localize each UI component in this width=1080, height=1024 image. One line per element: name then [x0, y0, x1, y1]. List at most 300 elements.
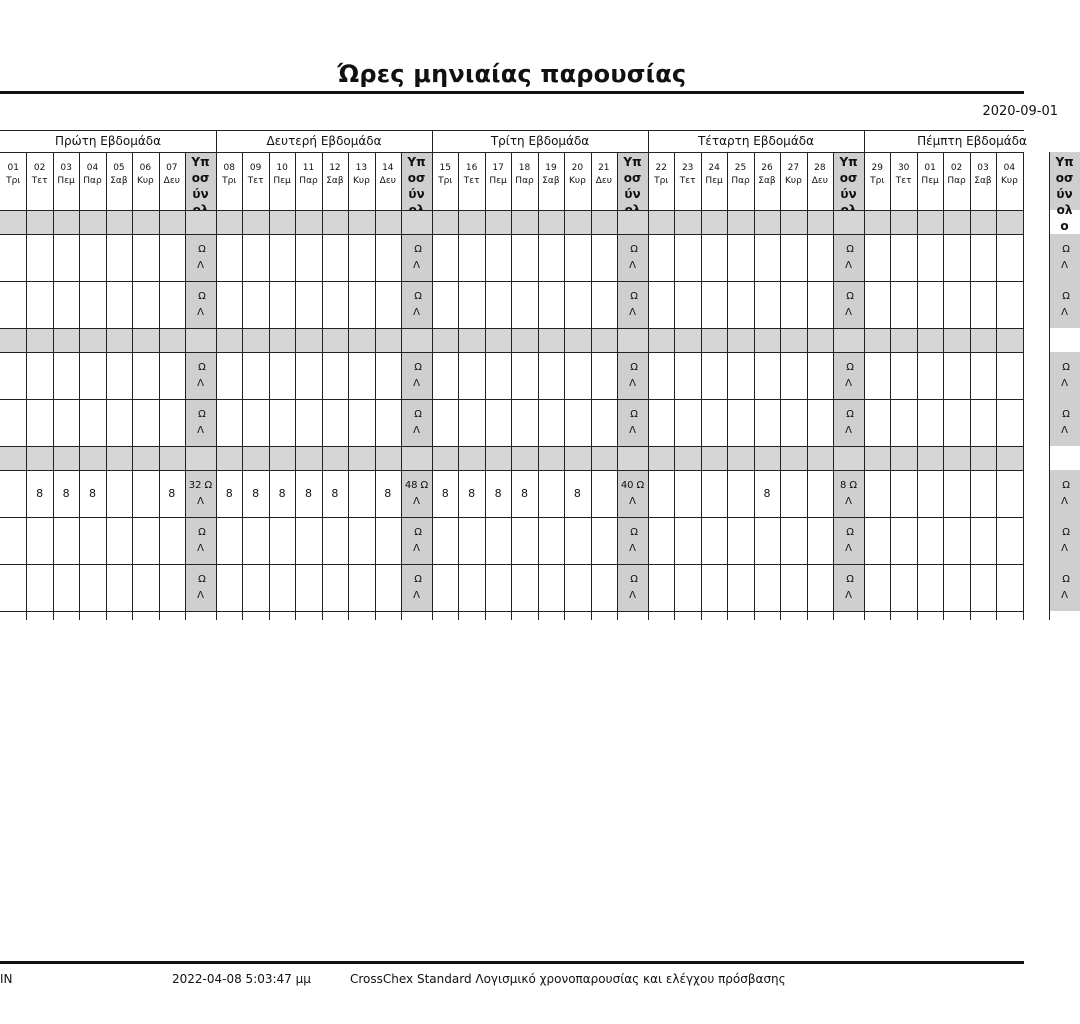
report-date: 2020-09-01	[982, 104, 1058, 119]
hours-cell	[348, 234, 374, 281]
hours-cell	[564, 399, 590, 446]
grid-line	[79, 152, 80, 620]
day-number: 22	[655, 163, 667, 173]
hours-cell	[132, 352, 158, 399]
day-name: Παρ	[299, 176, 318, 186]
week-total-unit2: Λ	[413, 259, 420, 271]
week-total-unit2: Λ	[413, 306, 420, 318]
grid-line	[106, 152, 107, 620]
subtotal-header	[185, 152, 216, 210]
hours-cell: 8	[168, 487, 176, 500]
grid-line	[591, 152, 592, 620]
hours-cell	[159, 234, 185, 281]
hours-cell	[996, 234, 1022, 281]
week-total-unit: Ω	[204, 479, 213, 491]
hours-cell	[53, 517, 79, 564]
hours-cell	[807, 234, 833, 281]
day-number: 01	[924, 163, 936, 173]
hours-cell	[106, 399, 132, 446]
hours-cell	[322, 281, 348, 328]
hours-cell	[79, 352, 105, 399]
week-total	[401, 470, 432, 517]
hours-cell	[511, 234, 537, 281]
hours-cell	[348, 281, 374, 328]
hours-cell	[79, 234, 105, 281]
hours-cell	[890, 352, 916, 399]
hours-cell	[996, 399, 1022, 446]
hours-cell	[564, 352, 590, 399]
week-total-unit2: Λ	[197, 589, 204, 601]
day-number: 17	[492, 163, 504, 173]
hours-cell	[106, 564, 132, 611]
hours-cell	[1023, 352, 1049, 399]
hours-cell	[132, 281, 158, 328]
hours-cell	[701, 281, 727, 328]
hours-cell	[159, 352, 185, 399]
hours-cell	[864, 352, 890, 399]
hours-cell	[701, 470, 727, 517]
hours-cell	[1023, 281, 1049, 328]
day-number: 20	[571, 163, 584, 173]
week-total	[401, 399, 432, 446]
week-total	[617, 564, 648, 611]
subtotal-header	[617, 152, 648, 210]
day-header	[1023, 152, 1049, 210]
week-total-unit: Ω	[849, 479, 858, 491]
day-header	[106, 152, 132, 210]
hours-cell	[242, 234, 268, 281]
week-total-unit2: Λ	[629, 542, 636, 554]
hours-cell	[485, 399, 511, 446]
grid-line	[26, 152, 27, 620]
grid-line	[564, 152, 565, 620]
hours-cell: 8	[62, 487, 70, 500]
week-header: Δευτερή Εβδομάδα	[266, 134, 382, 148]
hours-cell	[458, 234, 484, 281]
day-header	[538, 152, 564, 210]
footer-rule	[0, 961, 1024, 964]
week-total-unit2: Λ	[1061, 259, 1068, 271]
hours-cell: 8	[278, 487, 286, 500]
hours-cell	[106, 517, 132, 564]
week-total-unit2: Λ	[845, 542, 852, 554]
subtotal-header-text: Υποσύν	[839, 155, 858, 201]
day-number: 29	[871, 163, 883, 173]
grid-line	[833, 152, 834, 620]
hours-cell	[780, 281, 806, 328]
hours-cell	[996, 281, 1022, 328]
grid-line	[701, 152, 702, 620]
week-header: Τρίτη Εβδομάδα	[490, 134, 590, 148]
hours-cell	[375, 352, 401, 399]
hours-cell	[780, 352, 806, 399]
day-header	[375, 152, 401, 210]
hours-cell	[79, 517, 105, 564]
hours-cell	[890, 517, 916, 564]
hours-cell	[807, 352, 833, 399]
day-name: Σαβ	[326, 176, 344, 186]
subtotal-header-text: Υποσύν	[407, 155, 426, 201]
day-name: Πεμ	[273, 176, 291, 186]
grid-line	[617, 152, 618, 620]
hours-cell	[970, 352, 996, 399]
day-header	[511, 152, 537, 210]
hours-cell	[132, 399, 158, 446]
grid-line	[917, 152, 918, 620]
week-total-unit: Ω	[846, 408, 854, 420]
hours-cell	[996, 517, 1022, 564]
grid-line	[401, 152, 402, 620]
grid-line	[538, 152, 539, 620]
hours-cell	[648, 352, 674, 399]
hours-cell	[754, 234, 780, 281]
day-header	[780, 152, 806, 210]
week-total-unit2: Λ	[1061, 589, 1068, 601]
header-rule	[0, 91, 1024, 94]
hours-cell	[26, 352, 52, 399]
hours-cell	[807, 470, 833, 517]
hours-cell	[269, 517, 295, 564]
day-number: 07	[166, 163, 178, 173]
week-total-unit2: Λ	[413, 495, 420, 507]
grid-line	[185, 152, 186, 620]
day-header	[432, 152, 458, 210]
footer-software: CrossChex Standard Λογισμικό χρονοπαρουσίας και ελέγχου πρόσβασης	[350, 972, 786, 986]
day-header	[943, 152, 969, 210]
week-total-value: 40	[620, 479, 634, 491]
day-name: Πεμ	[57, 176, 75, 186]
hours-cell	[754, 564, 780, 611]
hours-cell	[269, 399, 295, 446]
day-header	[564, 152, 590, 210]
week-total	[833, 281, 864, 328]
hours-cell	[295, 234, 321, 281]
grid-line	[754, 152, 755, 620]
hours-cell	[754, 352, 780, 399]
hours-cell	[432, 517, 458, 564]
grid-line	[727, 152, 728, 620]
hours-cell	[0, 399, 26, 446]
day-name: Τρι	[654, 176, 669, 186]
hours-cell	[375, 281, 401, 328]
week-total-unit2: Λ	[845, 377, 852, 389]
hours-cell	[0, 234, 26, 281]
grid-line	[674, 152, 675, 620]
day-number: 06	[139, 163, 152, 173]
week-total-unit: Ω	[414, 361, 422, 373]
grid-line	[485, 152, 486, 620]
day-number: 11	[302, 163, 315, 173]
hours-cell	[864, 517, 890, 564]
grid-line	[970, 152, 971, 620]
week-total-unit2: Λ	[845, 589, 852, 601]
week-total-unit2: Λ	[413, 424, 420, 436]
hours-cell	[216, 564, 242, 611]
hours-cell	[485, 281, 511, 328]
week-total	[185, 470, 216, 517]
day-header	[970, 152, 996, 210]
hours-cell	[269, 281, 295, 328]
hours-cell: 8	[225, 487, 233, 500]
day-name: Σαβ	[758, 176, 776, 186]
week-total-unit: Ω	[846, 361, 854, 373]
hours-cell	[295, 399, 321, 446]
hours-cell	[242, 352, 268, 399]
hours-cell	[754, 517, 780, 564]
hours-cell	[216, 234, 242, 281]
week-total-unit2: Λ	[1061, 377, 1068, 389]
hours-cell	[674, 234, 700, 281]
grid-line	[864, 130, 865, 620]
hours-cell	[591, 234, 617, 281]
week-total-unit2: Λ	[629, 589, 636, 601]
day-number: 18	[518, 163, 531, 173]
week-total	[1049, 281, 1080, 328]
subtotal-header-text: Υποσύν	[623, 155, 642, 201]
week-total	[617, 281, 648, 328]
hours-cell	[106, 281, 132, 328]
subtotal-header	[401, 152, 432, 210]
day-header	[26, 152, 52, 210]
week-total-unit: Ω	[420, 479, 429, 491]
day-header	[242, 152, 268, 210]
day-name: Δευ	[379, 176, 396, 186]
hours-cell	[538, 470, 564, 517]
hours-cell	[79, 281, 105, 328]
week-total-unit2: Λ	[845, 259, 852, 271]
day-header	[807, 152, 833, 210]
hours-cell	[807, 281, 833, 328]
day-name: Σαβ	[974, 176, 992, 186]
hours-cell	[511, 352, 537, 399]
hours-cell: 8	[763, 487, 771, 500]
day-number: 15	[439, 163, 451, 173]
week-total	[833, 517, 864, 564]
day-name: Κυρ	[1000, 176, 1018, 186]
week-total-unit2: Λ	[1061, 306, 1068, 318]
hours-cell	[996, 470, 1022, 517]
hours-cell	[322, 564, 348, 611]
hours-cell	[26, 517, 52, 564]
grid-line	[807, 152, 808, 620]
day-name: Παρ	[515, 176, 534, 186]
day-header	[132, 152, 158, 210]
hours-cell	[216, 517, 242, 564]
day-name: Κυρ	[568, 176, 586, 186]
day-number: 01	[7, 163, 19, 173]
hours-cell	[79, 564, 105, 611]
hours-cell	[591, 281, 617, 328]
day-number: 13	[355, 163, 368, 173]
day-header	[269, 152, 295, 210]
day-name: Παρ	[83, 176, 102, 186]
hours-cell	[970, 470, 996, 517]
hours-cell	[106, 352, 132, 399]
footer-user: IN	[0, 972, 13, 986]
hours-cell	[564, 517, 590, 564]
hours-cell	[917, 564, 943, 611]
hours-cell	[780, 564, 806, 611]
day-number: 25	[734, 163, 747, 173]
hours-cell	[322, 399, 348, 446]
hours-cell	[485, 564, 511, 611]
week-total	[833, 234, 864, 281]
hours-cell	[648, 470, 674, 517]
hours-cell	[538, 399, 564, 446]
day-number: 12	[329, 163, 341, 173]
day-number: 10	[276, 163, 288, 173]
week-total-unit: Ω	[198, 290, 206, 302]
day-name: Δευ	[163, 176, 180, 186]
hours-cell	[348, 517, 374, 564]
hours-cell	[348, 564, 374, 611]
hours-cell	[890, 234, 916, 281]
week-total-unit2: Λ	[197, 306, 204, 318]
week-total-unit: Ω	[1062, 526, 1070, 538]
day-name: Τετ	[895, 176, 912, 186]
hours-cell	[701, 399, 727, 446]
week-total-unit: Ω	[630, 243, 638, 255]
week-total	[401, 517, 432, 564]
day-header	[0, 152, 26, 210]
hours-cell	[970, 517, 996, 564]
hours-cell	[807, 399, 833, 446]
grid-line	[216, 130, 217, 620]
hours-cell	[727, 517, 753, 564]
day-number: 04	[86, 163, 99, 173]
hours-cell: 8	[494, 487, 502, 500]
day-number: 08	[223, 163, 235, 173]
hours-cell	[458, 564, 484, 611]
week-total	[833, 470, 864, 517]
hours-cell	[53, 564, 79, 611]
week-total	[617, 352, 648, 399]
hours-cell	[943, 352, 969, 399]
hours-cell	[674, 352, 700, 399]
hours-cell	[807, 517, 833, 564]
hours-cell	[648, 399, 674, 446]
week-total-unit2: Λ	[845, 424, 852, 436]
hours-cell	[674, 281, 700, 328]
hours-cell	[432, 352, 458, 399]
hours-cell	[159, 564, 185, 611]
week-total	[401, 234, 432, 281]
hours-cell	[458, 281, 484, 328]
hours-cell	[242, 564, 268, 611]
week-total	[1049, 564, 1080, 611]
hours-cell	[538, 234, 564, 281]
week-total-unit: Ω	[198, 573, 206, 585]
day-header	[458, 152, 484, 210]
day-header	[648, 152, 674, 210]
day-number: 02	[950, 163, 963, 173]
hours-cell	[295, 517, 321, 564]
hours-cell: 8	[384, 487, 392, 500]
day-header	[159, 152, 185, 210]
hours-cell	[1023, 470, 1049, 517]
day-name: Παρ	[947, 176, 966, 186]
week-total	[1049, 470, 1080, 517]
week-total-unit2: Λ	[197, 495, 204, 507]
subtotal-header-text: Υποσύνολο	[1055, 155, 1074, 233]
hours-cell	[0, 517, 26, 564]
week-total-unit2: Λ	[629, 424, 636, 436]
hours-cell	[727, 234, 753, 281]
week-total	[617, 470, 648, 517]
week-total-unit: Ω	[846, 243, 854, 255]
hours-cell	[943, 517, 969, 564]
hours-cell	[159, 517, 185, 564]
day-number: 03	[977, 163, 989, 173]
day-name: Κυρ	[784, 176, 802, 186]
hours-cell	[53, 352, 79, 399]
hours-cell	[917, 517, 943, 564]
hours-cell	[780, 517, 806, 564]
week-total-unit: Ω	[198, 408, 206, 420]
week-header: Πέμπτη Εβδομάδα	[917, 134, 1027, 148]
grid-line	[1049, 152, 1050, 620]
day-name: Πεμ	[921, 176, 939, 186]
hours-cell	[1023, 517, 1049, 564]
grid-line	[996, 152, 997, 620]
hours-cell	[674, 564, 700, 611]
day-name: Τετ	[463, 176, 480, 186]
hours-cell	[864, 399, 890, 446]
day-name: Δευ	[595, 176, 612, 186]
grid-line	[458, 152, 459, 620]
day-name: Πεμ	[705, 176, 723, 186]
day-number: 28	[814, 163, 826, 173]
hours-cell	[53, 399, 79, 446]
hours-cell	[591, 564, 617, 611]
hours-cell	[348, 470, 374, 517]
hours-cell	[943, 470, 969, 517]
hours-cell	[648, 281, 674, 328]
day-number: 05	[113, 163, 125, 173]
hours-cell	[970, 564, 996, 611]
hours-cell	[807, 564, 833, 611]
hours-cell	[132, 234, 158, 281]
hours-cell	[754, 399, 780, 446]
day-number: 26	[761, 163, 773, 173]
subtotal-header	[833, 152, 864, 210]
week-total	[833, 399, 864, 446]
hours-cell	[674, 517, 700, 564]
week-total-unit2: Λ	[845, 306, 852, 318]
day-number: 04	[1003, 163, 1016, 173]
hours-cell	[591, 470, 617, 517]
grid-line	[295, 152, 296, 620]
week-total-unit: Ω	[630, 526, 638, 538]
day-header	[864, 152, 890, 210]
grid-line	[1023, 152, 1024, 620]
week-total-unit2: Λ	[1061, 424, 1068, 436]
hours-cell: 8	[331, 487, 339, 500]
hours-cell	[322, 517, 348, 564]
hours-cell	[648, 564, 674, 611]
week-total-unit: Ω	[630, 290, 638, 302]
hours-cell	[564, 281, 590, 328]
hours-cell	[917, 470, 943, 517]
week-total-unit2: Λ	[197, 377, 204, 389]
hours-cell	[538, 517, 564, 564]
hours-cell	[780, 399, 806, 446]
hours-cell	[79, 399, 105, 446]
hours-cell	[375, 517, 401, 564]
week-total	[185, 234, 216, 281]
day-header	[917, 152, 943, 210]
hours-cell	[242, 517, 268, 564]
